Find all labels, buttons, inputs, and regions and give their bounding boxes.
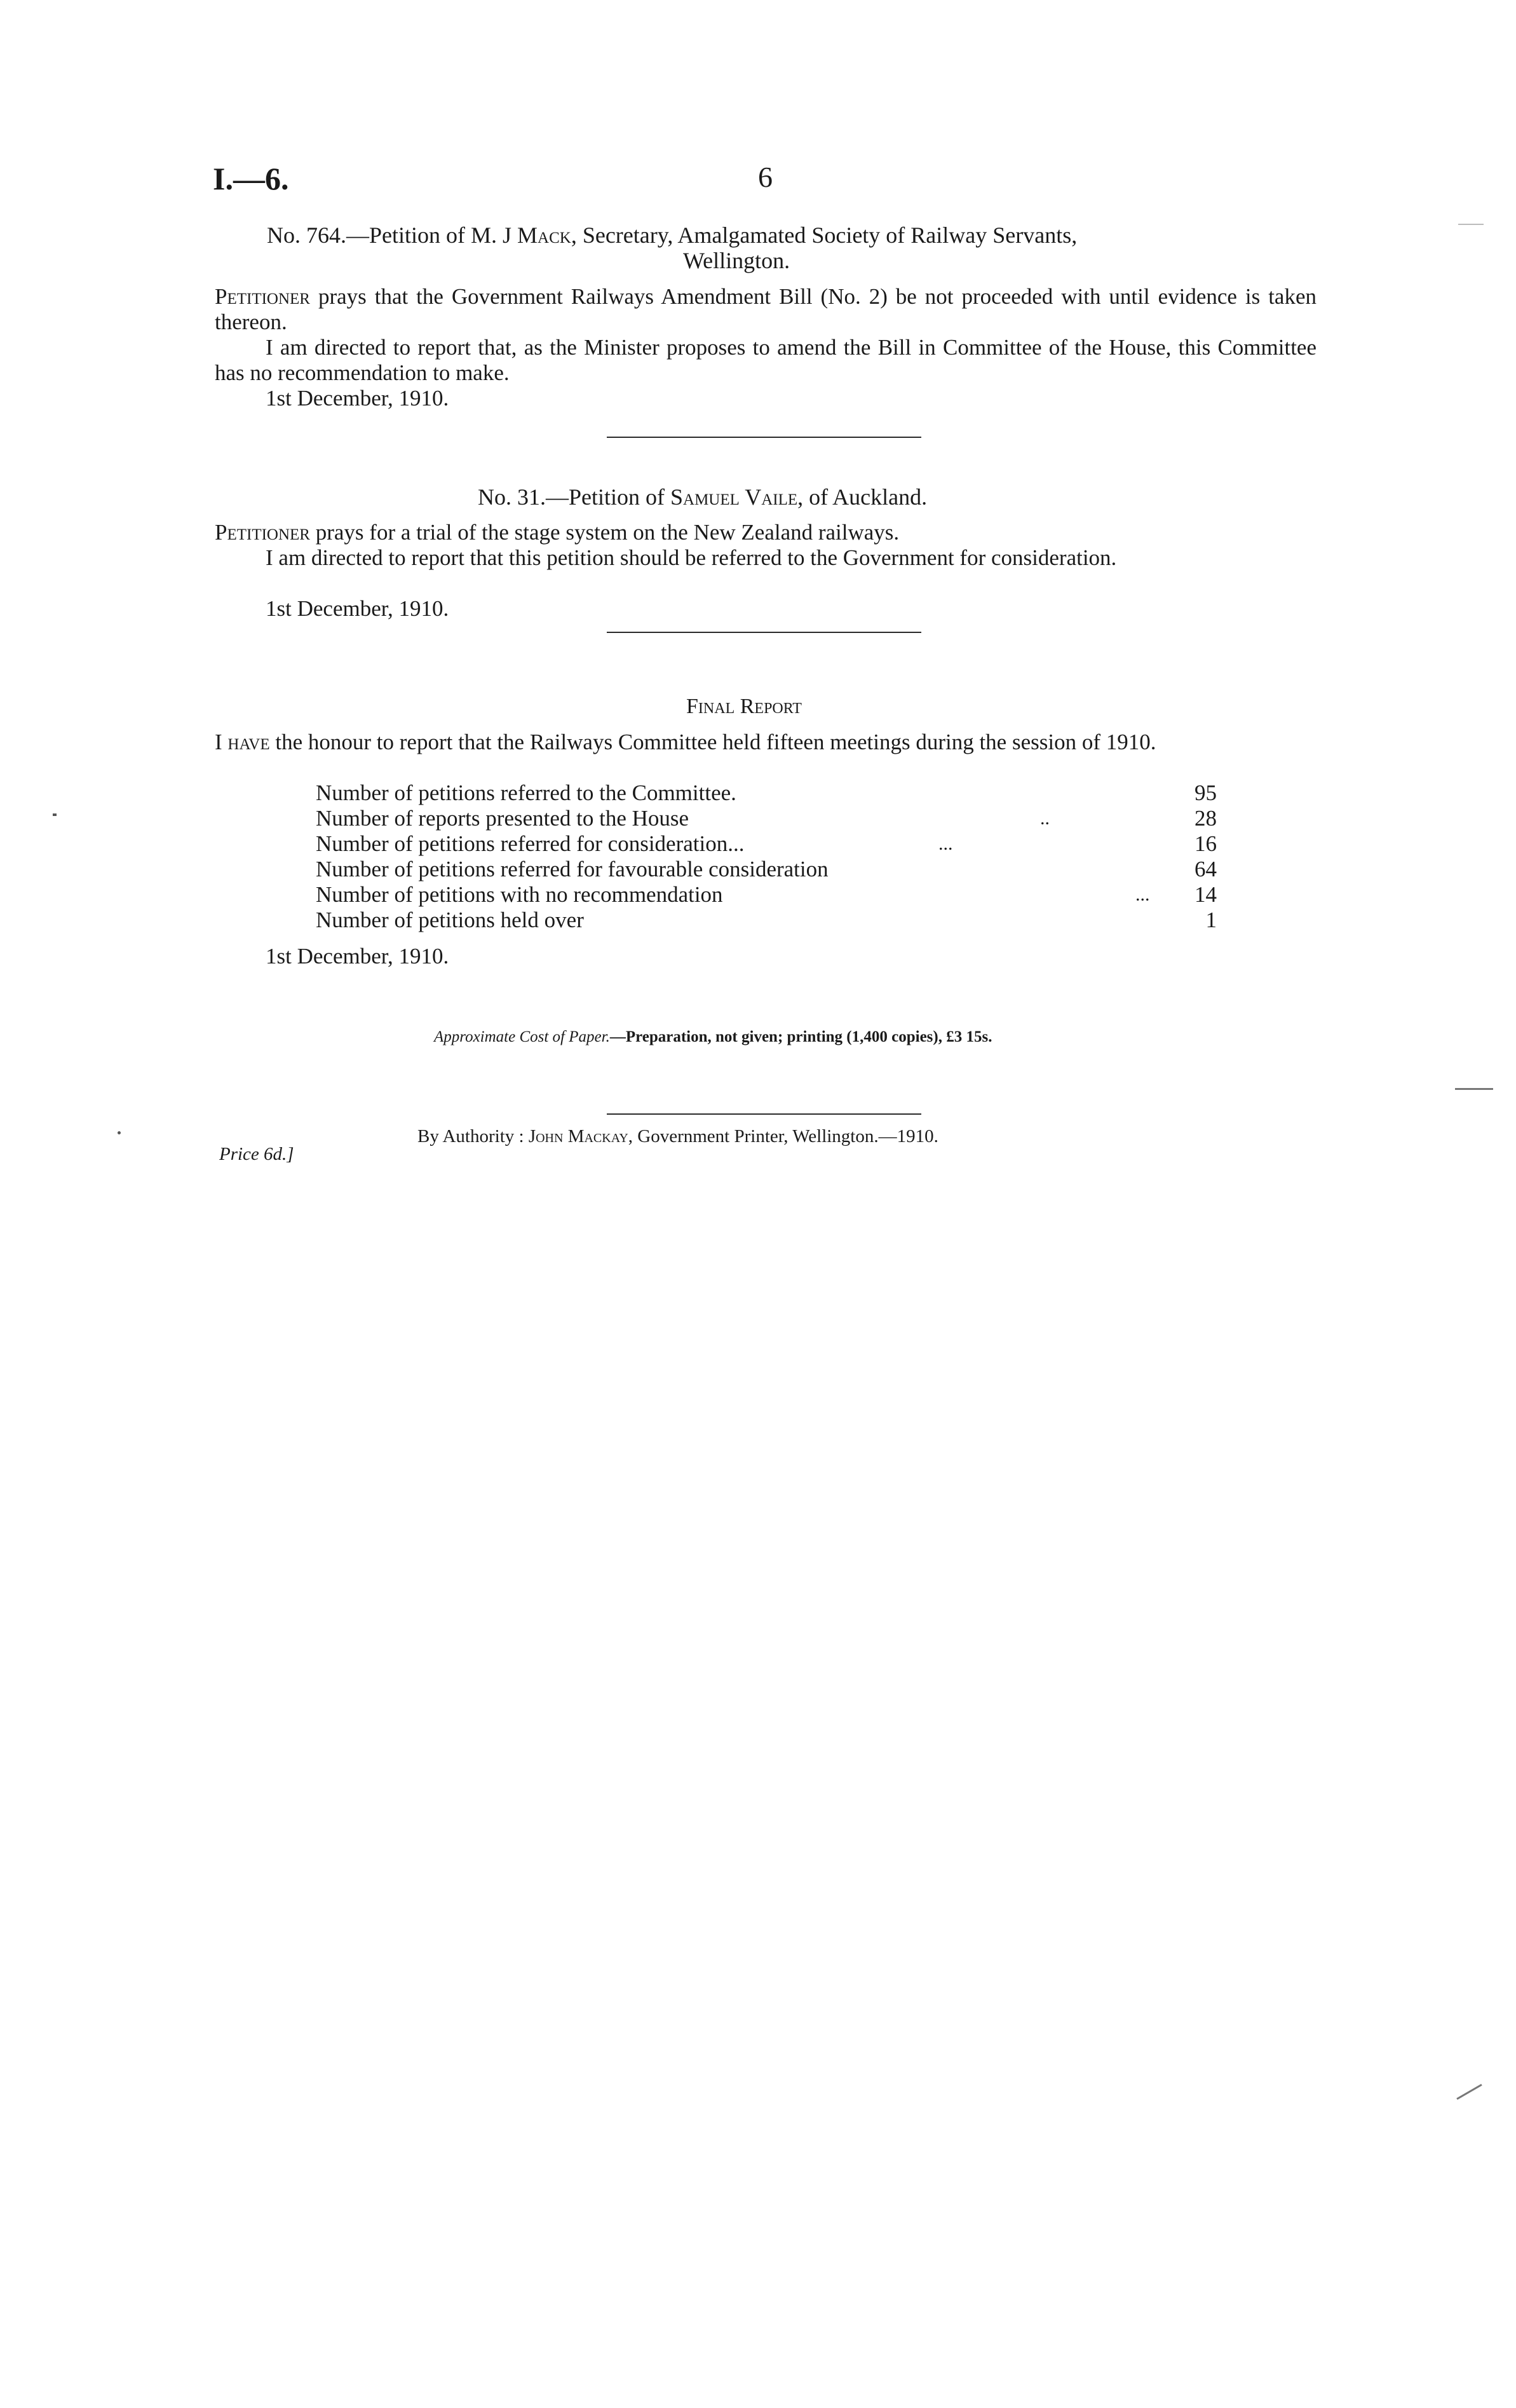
table-row-label: Number of petitions referred for consideration... — [316, 831, 745, 856]
table-row-value: 14 — [1195, 882, 1217, 907]
table-row-value: 1 — [1205, 908, 1217, 932]
table-row-label: Number of petitions with no recommendation — [316, 882, 723, 907]
final-report-date: 1st December, 1910. — [266, 944, 449, 969]
approximate-cost: Approximate Cost of Paper.—Preparation, not given; printing (1,400 copies), £3 15s. — [434, 1028, 992, 1045]
authority-line: By Authority : John Mackay, Government Printer, Wellington.—1910. — [417, 1126, 938, 1146]
final-report-intro: I have the honour to report that the Railways Committee held fifteen meetings during the session of 1910. — [215, 730, 1156, 754]
scan-speck — [1458, 224, 1484, 225]
petition-764-date: 1st December, 1910. — [266, 386, 449, 411]
table-row-label: Number of petitions held over — [316, 908, 584, 932]
table-row-leader: .. — [1040, 808, 1050, 829]
price-note: Price 6d.] — [219, 1144, 294, 1164]
table-row-leader: ... — [938, 833, 953, 854]
table-row-value: 95 — [1195, 780, 1217, 805]
petition-31-heading: No. 31.—Petition of Samuel Vaile, of Auckland. — [478, 484, 928, 510]
petition-764-report: I am directed to report that, as the Minister proposes to amend the Bill in Committee of the House, this Committee has no recommendation to make. — [215, 335, 1316, 385]
page-number: 6 — [758, 161, 773, 193]
footer-divider — [607, 1113, 921, 1115]
table-row-leader: ... — [1135, 884, 1150, 905]
table-row-value: 64 — [1195, 857, 1217, 881]
scan-speck — [1455, 1088, 1493, 1090]
petition-764-heading-line2: Wellington. — [683, 248, 790, 273]
petition-31-prayer: Petitioner prays for a trial of the stage system on the New Zealand railways. — [215, 520, 900, 545]
table-row-label: Number of petitions referred to the Committee. — [316, 780, 736, 805]
table-row-label: Number of petitions referred for favourable consideration — [316, 857, 829, 881]
section-divider — [607, 632, 921, 633]
paper-reference: I.—6. — [213, 161, 289, 196]
petition-764-prayer: Petitioner prays that the Government Railways Amendment Bill (No. 2) be not proceeded with until evidence is taken thereon. — [215, 284, 1316, 334]
scan-speck — [53, 813, 57, 816]
table-row-label: Number of reports presented to the House — [316, 806, 689, 831]
petition-764-heading: No. 764.—Petition of M. J Mack, Secretary, Amalgamated Society of Railway Servants, — [267, 222, 1078, 248]
final-report-title: Final Report — [686, 695, 802, 718]
petition-31-report: I am directed to report that this petition should be referred to the Government for consideration. — [266, 545, 1117, 570]
section-divider — [607, 437, 921, 438]
scan-speck — [1456, 2084, 1482, 2100]
petition-31-date: 1st December, 1910. — [266, 596, 449, 621]
table-row-value: 28 — [1195, 806, 1217, 831]
table-row-value: 16 — [1195, 831, 1217, 856]
scan-speck — [118, 1131, 121, 1134]
